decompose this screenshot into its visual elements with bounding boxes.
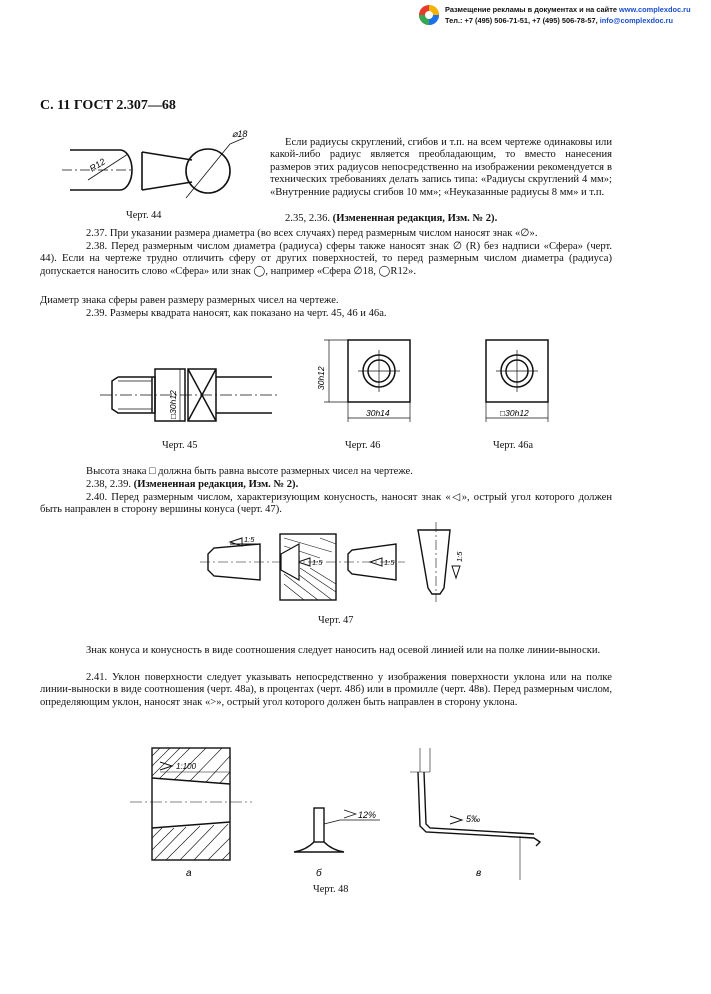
fig46a-caption: Черт. 46а [493,440,534,451]
fig48-caption: Черт. 48 [313,884,349,895]
fig48a-sub: а [186,868,192,879]
para-241: 2.41. Уклон поверхности следует указывать непосредственно у изображения поверхности уклона или на полке линии-выноски в виде соотношения (черт. 48а), в процентах (черт. 48б) или в промилле (черт. 48в). Перед размерным числом, определяющим уклон, наносят знак «>», острый угол которого должен быть направлен в сторону уклона. [40,672,612,708]
figure-44 [62,128,262,210]
site-link[interactable]: www.complexdoc.ru [618,5,691,14]
figure-47 [200,522,480,612]
fig44-caption: Черт. 44 [126,210,162,221]
note-238-bold: (Измененная редакция, Изм. № 2). [133,479,299,490]
fig47-label-1: 1:5 [244,535,255,544]
fig45-caption: Черт. 45 [162,440,198,451]
ad-text-2: Тел.: +7 (495) 506-71-51, +7 (495) 506-78-57, [445,16,600,25]
fig47-caption: Черт. 47 [318,615,354,626]
para-sphere-sign: Диаметр знака сферы равен размеру размерных чисел на чертеже. [40,295,339,306]
para-238: 2.38. Перед размерным числом диаметра (радиуса) сферы также наносят знак ∅ (R) без надписи «Сфера» (черт. 44). Если на чертеже трудно отличить сферу от других поверхностей, то перед размерным числом диаметра (радиуса) допускается наносить слово «Сфера» или знак ◯, например «Сфера ∅18, ◯R12». [40,241,612,277]
fig46-vertical-label: 30h12 [316,366,326,390]
para-cone: Знак конуса и конусность в виде соотношения следует наносить над осевой линией или на полке линии-выноски. [86,645,601,656]
site-logo [418,4,440,26]
ad-text-1: Размещение рекламы в документах и на сайте [445,5,619,14]
email-link[interactable]: info@complexdoc.ru [599,16,674,25]
figure-46 [310,328,420,428]
note-235-bold: (Измененная редакция, Изм. № 2). [332,213,498,224]
fig48b-label: 12% [358,810,377,820]
fig47-label-2: 1:5 [312,558,323,567]
para-240: 2.40. Перед размерным числом, характеризующим конусность, наносят знак «◁», острый угол которого должен быть направлен в сторону вершины конуса (черт. 47). [40,492,612,516]
para-square-sign: Высота знака □ должна быть равна высоте размерных чисел на чертеже. [86,466,413,477]
note-238-num: 2.38, 2.39. [86,479,134,490]
fig44-diameter-label: ⌀18 [232,129,248,139]
fig46a-label: □30h12 [500,408,529,418]
fig48b-sub: б [316,868,322,879]
fig47-label-4: 1:5 [455,551,464,562]
figure-48 [130,742,560,882]
fig48c-sub: в [476,868,482,879]
fig46-horizontal-label: 30h14 [366,408,390,418]
para-239: 2.39. Размеры квадрата наносят, как показано на черт. 45, 46 и 46а. [86,308,387,319]
fig44-radius-label: R12 [87,156,108,174]
note-235-num: 2.35, 2.36. [285,213,333,224]
note-235-236 [285,213,497,225]
para-radius: Если радиусы скруглений, сгибов и т.п. на всем чертеже одинаковы или какой-либо радиус является преобладающим, то вместо нанесения размеров этих радиусов непосредственно на изображении рекомендуется в технических требованиях делать запись типа: «Радиусы скруглений 4 мм»; «Внутренние радиусы сгибов 10 мм»; «Неуказанные радиусы 8 мм» и т.п. [270,137,612,198]
fig46-caption: Черт. 46 [345,440,381,451]
figure-45 [100,355,280,435]
fig48c-label: 5‰ [466,814,481,824]
fig45-label: □30h12 [168,390,178,419]
note-238-239 [86,479,298,491]
figure-46a [478,328,558,428]
fig48a-label: 1:100 [176,762,197,771]
ad-banner [445,4,691,26]
para-237: 2.37. При указании размера диаметра (во всех случаях) перед размерным числом наносят знак «∅». [86,228,538,239]
fig47-label-3: 1:5 [384,558,395,567]
page-header: С. 11 ГОСТ 2.307—68 [40,98,176,113]
